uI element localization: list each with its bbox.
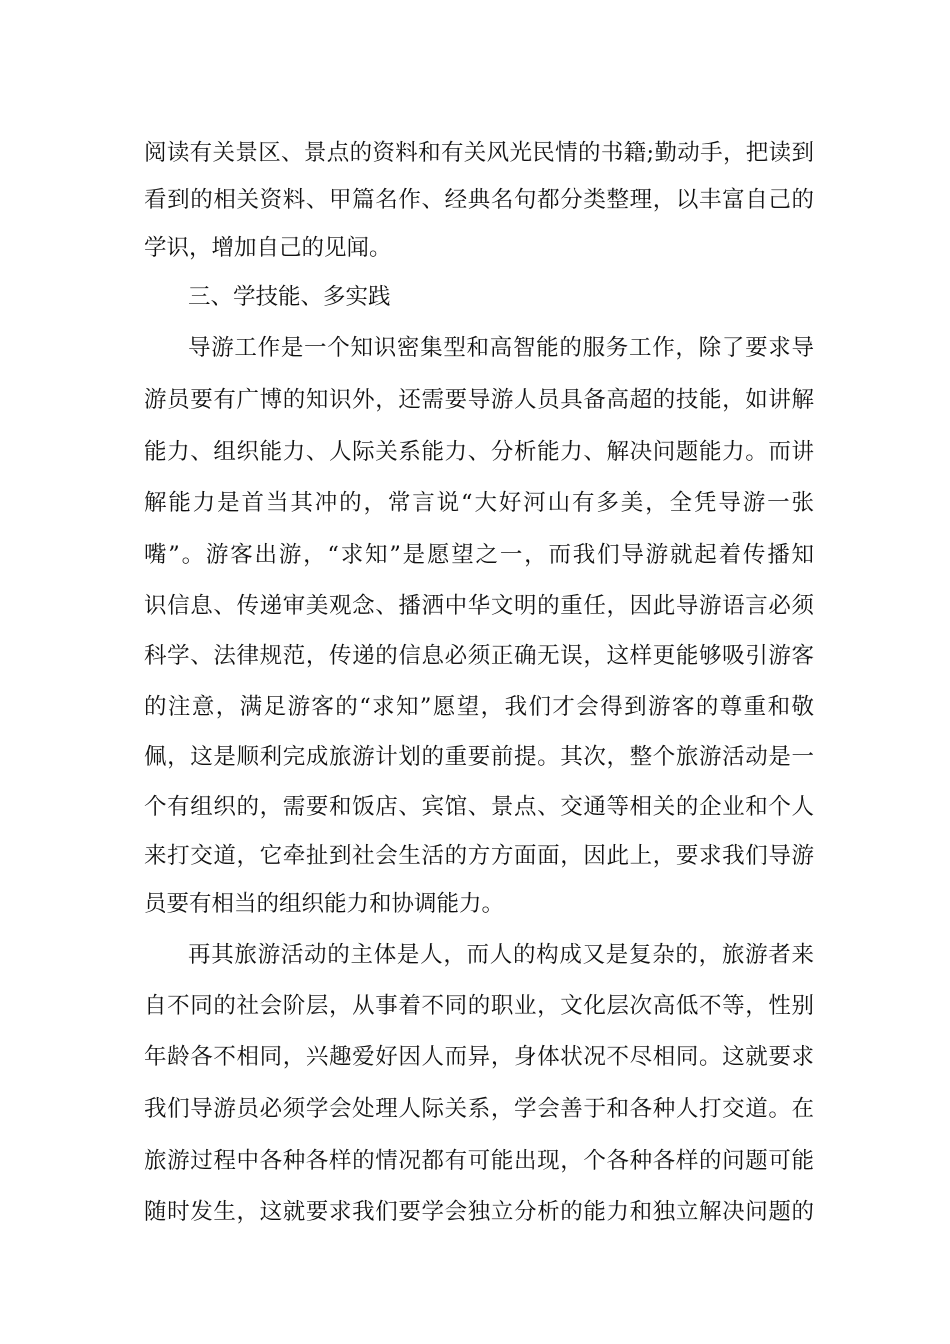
text-line: 来打交道，它牵扯到社会生活的方方面面，因此上，要求我们导游	[144, 843, 814, 869]
section-heading: 三、学技能、多实践	[188, 284, 391, 310]
text-line: 的注意，满足游客的“求知”愿望，我们才会得到游客的尊重和敬	[144, 694, 814, 720]
text-line: 学识，增加自己的见闻。	[144, 235, 392, 261]
text-line: 游员要有广博的知识外，还需要导游人员具备高超的技能，如讲解	[144, 387, 814, 413]
text-line: 个有组织的，需要和饭店、宾馆、景点、交通等相关的企业和个人	[144, 794, 814, 820]
text-line: 看到的相关资料、甲篇名作、经典名句都分类整理，以丰富自己的	[144, 187, 814, 213]
text-line: 能力、组织能力、人际关系能力、分析能力、解决问题能力。而讲	[144, 439, 814, 465]
text-line: 我们导游员必须学会处理人际关系，学会善于和各种人打交道。在	[144, 1096, 814, 1122]
text-line: 再其旅游活动的主体是人，而人的构成又是复杂的，旅游者来	[188, 942, 814, 968]
text-line: 旅游过程中各种各样的情况都有可能出现，个各种各样的问题可能	[144, 1148, 814, 1174]
text-line: 随时发生，这就要求我们要学会独立分析的能力和独立解决问题的	[144, 1199, 814, 1225]
text-line: 阅读有关景区、景点的资料和有关风光民情的书籍;勤动手，把读到	[144, 140, 814, 166]
text-line: 解能力是首当其冲的，常言说“大好河山有多美，全凭导游一张	[144, 490, 814, 516]
text-line: 自不同的社会阶层，从事着不同的职业，文化层次高低不等，性别	[144, 993, 814, 1019]
text-line: 佩，这是顺利完成旅游计划的重要前提。其次，整个旅游活动是一	[144, 744, 814, 770]
text-line: 导游工作是一个知识密集型和高智能的服务工作，除了要求导	[188, 335, 814, 361]
text-line: 年龄各不相同，兴趣爱好因人而异，身体状况不尽相同。这就要求	[144, 1044, 814, 1070]
text-line: 嘴”。游客出游，“求知”是愿望之一，而我们导游就起着传播知	[144, 542, 814, 568]
text-line: 科学、法律规范，传递的信息必须正确无误，这样更能够吸引游客	[144, 643, 814, 669]
text-line: 员要有相当的组织能力和协调能力。	[144, 891, 505, 917]
text-line: 识信息、传递审美观念、播洒中华文明的重任，因此导游语言必须	[144, 593, 814, 619]
